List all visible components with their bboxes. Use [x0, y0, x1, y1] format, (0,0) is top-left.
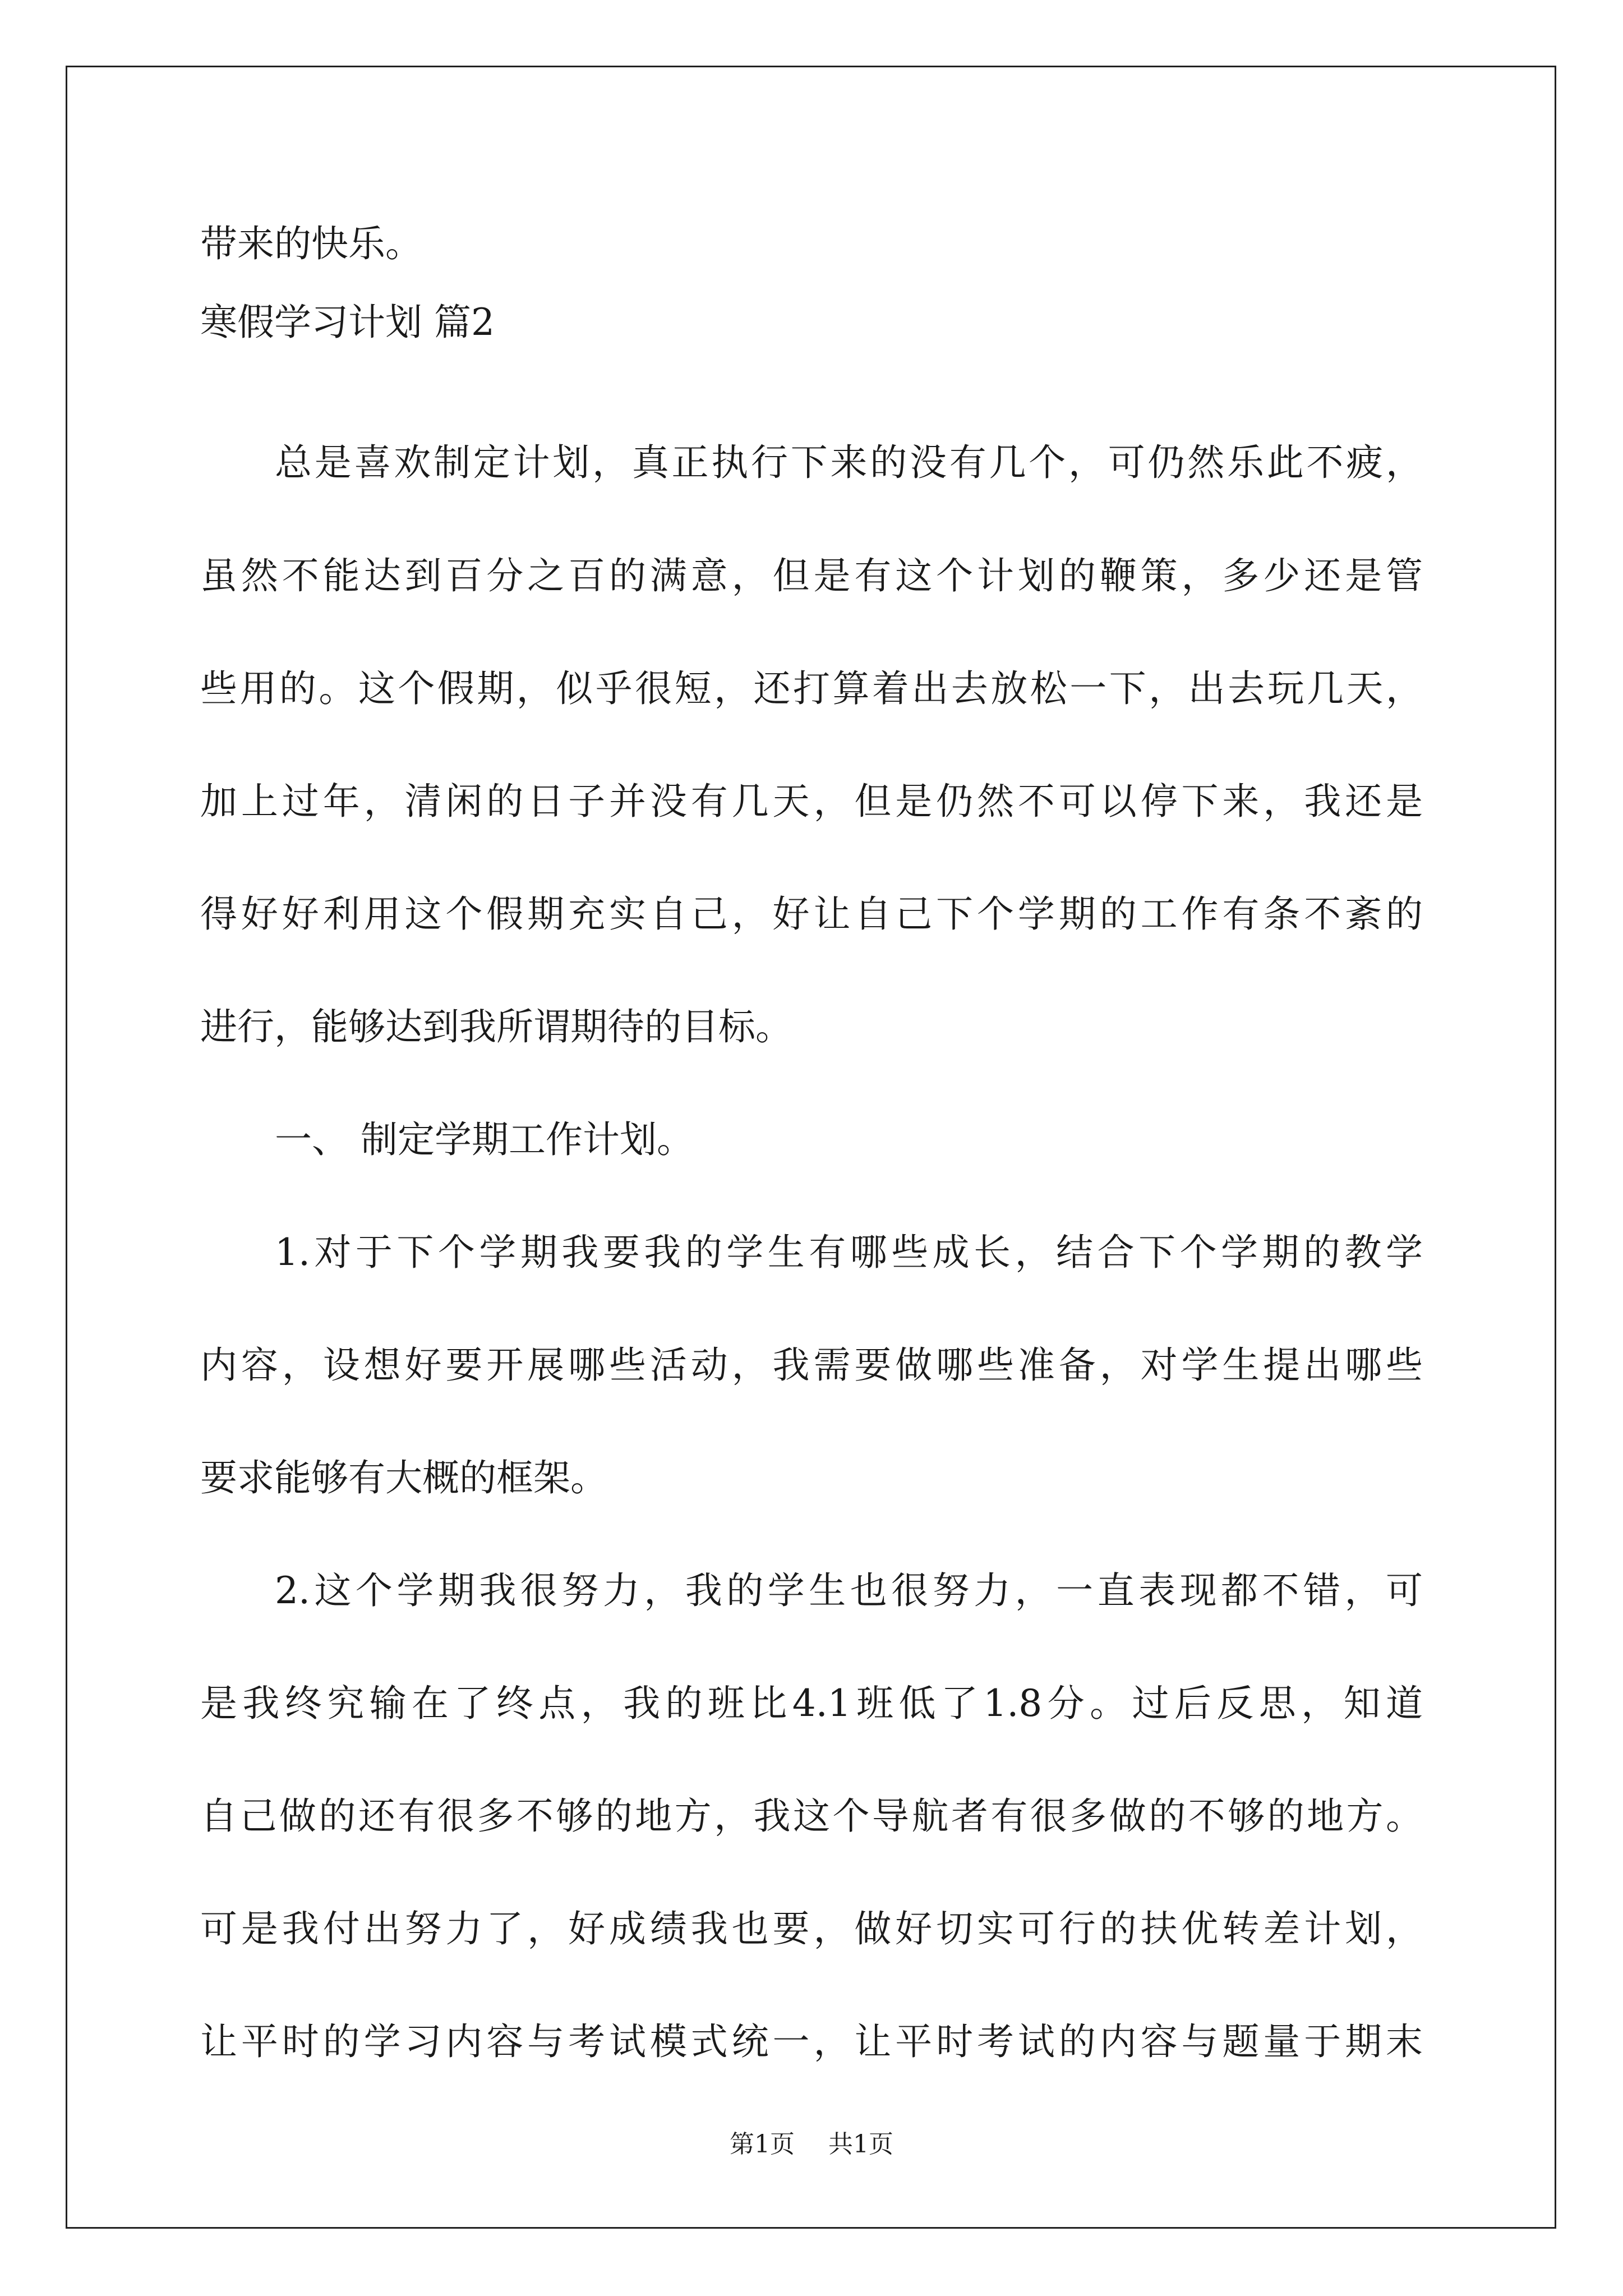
section-heading: 寒假学习计划 篇2: [200, 301, 495, 344]
page-footer: [0, 2129, 1623, 2160]
paragraph-line: 些用的。这个假期，似乎很短，还打算着出去放松一下，出去玩几天，: [200, 667, 1423, 710]
page-number: 第1页: [730, 2130, 795, 2159]
paragraph-line: 要求能够有大概的框架。: [200, 1456, 607, 1499]
paragraph-line: 进行，能够达到我所谓期待的目标。: [200, 1005, 792, 1048]
list-heading: 一、 制定学期工作计划。: [275, 1118, 694, 1161]
paragraph-line: 2.这个学期我很努力，我的学生也很努力，一直表现都不错，可: [275, 1569, 1423, 1612]
paragraph-line: 可是我付出努力了，好成绩我也要，做好切实可行的扶优转差计划，: [200, 1907, 1423, 1950]
paragraph-line: 得好好利用这个假期充实自己，好让自己下个学期的工作有条不紊的: [200, 892, 1423, 936]
paragraph-line: 是我终究输在了终点，我的班比4.1班低了1.8分。过后反思，知道: [200, 1682, 1423, 1725]
paragraph-line: 带来的快乐。: [200, 222, 422, 265]
page-total: 共1页: [828, 2130, 893, 2159]
paragraph-line: 虽然不能达到百分之百的满意，但是有这个计划的鞭策，多少还是管: [200, 554, 1423, 597]
paragraph-line: 1.对于下个学期我要我的学生有哪些成长，结合下个学期的教学: [275, 1231, 1423, 1274]
paragraph-line: 加上过年，清闲的日子并没有几天，但是仍然不可以停下来，我还是: [200, 780, 1423, 823]
paragraph-line: 让平时的学习内容与考试模式统一，让平时考试的内容与题量于期末: [200, 2020, 1423, 2063]
paragraph-line: 内容，设想好要开展哪些活动，我需要做哪些准备，对学生提出哪些: [200, 1343, 1423, 1387]
paragraph-line: 自己做的还有很多不够的地方，我这个导航者有很多做的不够的地方。: [200, 1795, 1423, 1838]
paragraph-line: 总是喜欢制定计划，真正执行下来的没有几个，可仍然乐此不疲，: [275, 441, 1423, 484]
